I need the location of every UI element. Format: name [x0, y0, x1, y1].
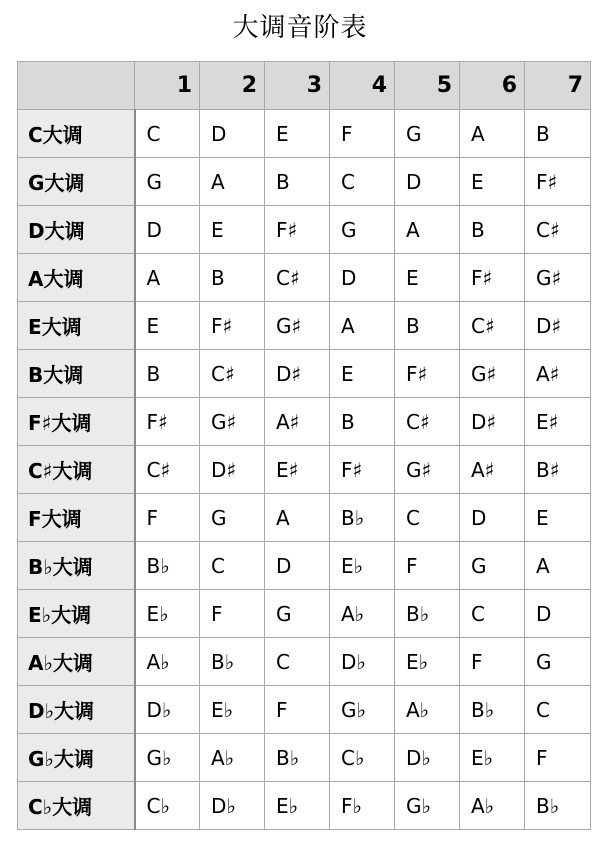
column-header-2: 2: [200, 62, 265, 110]
row-header-key: B大调: [18, 350, 135, 398]
table-row: [18, 350, 591, 398]
note-cell: F: [330, 110, 395, 158]
note-cell: E♭: [135, 590, 200, 638]
note-cell: F: [265, 686, 330, 734]
note-cell: D: [395, 158, 460, 206]
column-header-1: 1: [135, 62, 200, 110]
note-cell: B: [200, 254, 265, 302]
note-cell: G♯: [200, 398, 265, 446]
note-cell: F♯: [330, 446, 395, 494]
note-cell: D♯: [525, 302, 591, 350]
row-header-key: C♯大调: [18, 446, 135, 494]
note-cell: B: [460, 206, 525, 254]
major-scale-table: [17, 61, 591, 830]
note-cell: C: [265, 638, 330, 686]
row-header-key: A♭大调: [18, 638, 135, 686]
note-cell: D♯: [265, 350, 330, 398]
note-cell: B♯: [525, 446, 591, 494]
note-cell: A: [330, 302, 395, 350]
row-header-key: E大调: [18, 302, 135, 350]
note-cell: A♭: [330, 590, 395, 638]
note-cell: D♭: [200, 782, 265, 830]
table-row: [18, 110, 591, 158]
row-header-key: C♭大调: [18, 782, 135, 830]
row-header-key: A大调: [18, 254, 135, 302]
note-cell: D♭: [330, 638, 395, 686]
note-cell: E♯: [525, 398, 591, 446]
note-cell: E♭: [460, 734, 525, 782]
note-cell: D♭: [135, 686, 200, 734]
row-header-key: G♭大调: [18, 734, 135, 782]
note-cell: F♭: [330, 782, 395, 830]
table-row: [18, 782, 591, 830]
note-cell: D: [135, 206, 200, 254]
table-row: [18, 542, 591, 590]
note-cell: F♯: [395, 350, 460, 398]
note-cell: G: [265, 590, 330, 638]
note-cell: A♭: [200, 734, 265, 782]
note-cell: A♭: [135, 638, 200, 686]
note-cell: G♯: [525, 254, 591, 302]
note-cell: C♭: [330, 734, 395, 782]
row-header-key: F大调: [18, 494, 135, 542]
note-cell: A: [200, 158, 265, 206]
note-cell: E: [135, 302, 200, 350]
note-cell: C♯: [525, 206, 591, 254]
note-cell: C♯: [265, 254, 330, 302]
note-cell: D♭: [395, 734, 460, 782]
note-cell: F: [395, 542, 460, 590]
note-cell: E: [265, 110, 330, 158]
note-cell: E: [460, 158, 525, 206]
note-cell: E♭: [265, 782, 330, 830]
note-cell: C: [330, 158, 395, 206]
note-cell: G♯: [395, 446, 460, 494]
table-row: [18, 446, 591, 494]
note-cell: C: [200, 542, 265, 590]
row-header-key: F♯大调: [18, 398, 135, 446]
note-cell: E: [525, 494, 591, 542]
note-cell: G: [200, 494, 265, 542]
note-cell: F: [135, 494, 200, 542]
note-cell: E: [395, 254, 460, 302]
note-cell: B♭: [525, 782, 591, 830]
note-cell: B♭: [265, 734, 330, 782]
note-cell: G: [330, 206, 395, 254]
column-header-7: 7: [525, 62, 591, 110]
note-cell: C: [460, 590, 525, 638]
column-header-5: 5: [395, 62, 460, 110]
note-cell: E♭: [330, 542, 395, 590]
note-cell: F♯: [525, 158, 591, 206]
note-cell: E: [200, 206, 265, 254]
table-row: [18, 734, 591, 782]
note-cell: A♯: [525, 350, 591, 398]
table-row: [18, 158, 591, 206]
table-body: [18, 110, 591, 830]
note-cell: A: [135, 254, 200, 302]
note-cell: F♯: [460, 254, 525, 302]
note-cell: A: [395, 206, 460, 254]
note-cell: C: [135, 110, 200, 158]
header-row: [18, 62, 591, 110]
row-header-key: G大调: [18, 158, 135, 206]
note-cell: F: [200, 590, 265, 638]
note-cell: G♭: [330, 686, 395, 734]
row-header-key: B♭大调: [18, 542, 135, 590]
note-cell: B♭: [135, 542, 200, 590]
note-cell: A: [460, 110, 525, 158]
note-cell: B♭: [330, 494, 395, 542]
table-row: [18, 302, 591, 350]
note-cell: E♯: [265, 446, 330, 494]
note-cell: D: [460, 494, 525, 542]
note-cell: B: [135, 350, 200, 398]
table-row: [18, 206, 591, 254]
note-cell: C♯: [200, 350, 265, 398]
table-row: [18, 398, 591, 446]
table-row: [18, 686, 591, 734]
column-header-6: 6: [460, 62, 525, 110]
note-cell: C: [395, 494, 460, 542]
note-cell: E♭: [395, 638, 460, 686]
note-cell: D♯: [200, 446, 265, 494]
note-cell: G♯: [265, 302, 330, 350]
note-cell: B♭: [395, 590, 460, 638]
note-cell: G♯: [460, 350, 525, 398]
note-cell: A: [265, 494, 330, 542]
note-cell: C♯: [135, 446, 200, 494]
note-cell: E: [330, 350, 395, 398]
note-cell: G♭: [395, 782, 460, 830]
note-cell: B: [395, 302, 460, 350]
note-cell: F♯: [135, 398, 200, 446]
note-cell: A♯: [460, 446, 525, 494]
table-row: [18, 494, 591, 542]
note-cell: F♯: [265, 206, 330, 254]
note-cell: G: [395, 110, 460, 158]
note-cell: D: [525, 590, 591, 638]
column-header-3: 3: [265, 62, 330, 110]
table-header: [18, 62, 591, 110]
note-cell: B: [265, 158, 330, 206]
note-cell: D: [200, 110, 265, 158]
note-cell: B♭: [460, 686, 525, 734]
note-cell: B: [525, 110, 591, 158]
note-cell: E♭: [200, 686, 265, 734]
note-cell: C♭: [135, 782, 200, 830]
note-cell: C: [525, 686, 591, 734]
note-cell: G: [135, 158, 200, 206]
row-header-key: D♭大调: [18, 686, 135, 734]
row-header-key: D大调: [18, 206, 135, 254]
note-cell: D: [265, 542, 330, 590]
note-cell: C♯: [460, 302, 525, 350]
note-cell: B: [330, 398, 395, 446]
row-header-key: E♭大调: [18, 590, 135, 638]
table-row: [18, 638, 591, 686]
note-cell: A♯: [265, 398, 330, 446]
note-cell: A: [525, 542, 591, 590]
note-cell: F♯: [200, 302, 265, 350]
note-cell: D: [330, 254, 395, 302]
note-cell: D♯: [460, 398, 525, 446]
note-cell: G♭: [135, 734, 200, 782]
note-cell: A♭: [395, 686, 460, 734]
table-row: [18, 254, 591, 302]
page-title: 大调音阶表: [232, 13, 368, 43]
table-row: [18, 590, 591, 638]
note-cell: F: [525, 734, 591, 782]
note-cell: G: [460, 542, 525, 590]
column-header-4: 4: [330, 62, 395, 110]
note-cell: C♯: [395, 398, 460, 446]
row-header-key: C大调: [18, 110, 135, 158]
note-cell: G: [525, 638, 591, 686]
note-cell: A♭: [460, 782, 525, 830]
corner-cell: [18, 62, 135, 110]
note-cell: F: [460, 638, 525, 686]
note-cell: B♭: [200, 638, 265, 686]
